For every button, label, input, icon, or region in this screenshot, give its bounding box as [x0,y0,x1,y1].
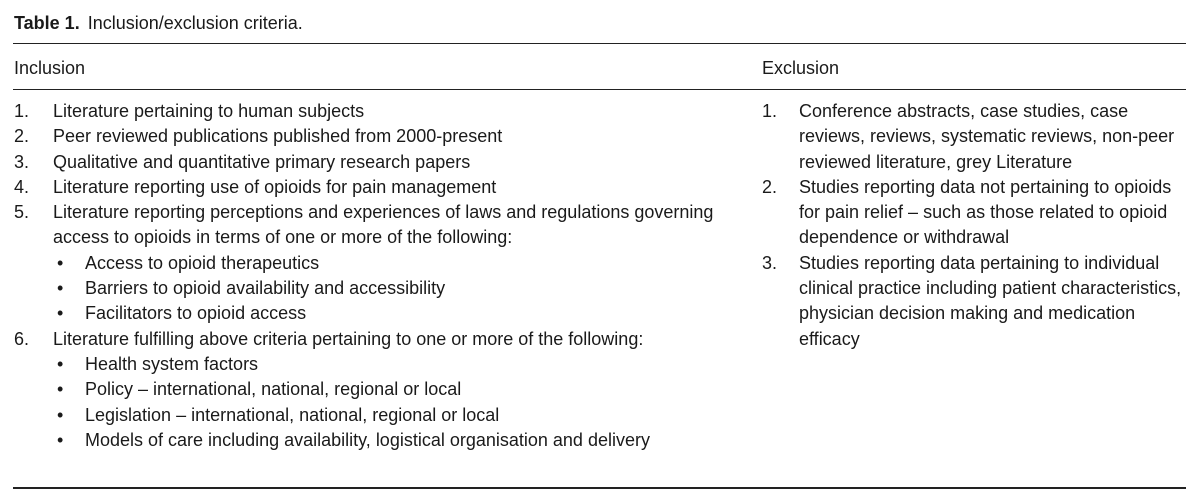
sub-list-item [53,352,734,377]
exclusion-item [762,251,1187,352]
item-number: 5. [14,202,30,223]
top-rule [13,43,1186,44]
sub-list [53,251,734,327]
sub-item-text: Models of care including availability, logistical organisation and delivery [85,429,650,450]
bullet-icon: • [57,303,64,324]
exclusion-column-header: Exclusion [762,58,840,78]
sub-item-text: Access to opioid therapeutics [85,252,320,273]
sub-item-text: Facilitators to opioid access [85,303,307,324]
item-text: Studies reporting data pertaining to individual clinical practice including patient characteristics, physician decision making and medication efficacy [799,252,1182,349]
inclusion-item [14,124,734,149]
inclusion-item [14,150,734,175]
inclusion-item [14,327,734,453]
sub-list-item [53,403,734,428]
sub-item-text: Barriers to opioid availability and accessibility [85,278,446,299]
inclusion-item [14,175,734,200]
table-label: Table 1. [14,13,80,33]
bullet-icon: • [57,404,64,425]
bullet-icon: • [57,252,64,273]
item-text: Literature reporting perceptions and experiences of laws and regulations governing access to opioids in terms of one or more of the following: [53,202,714,248]
item-number: 2. [762,176,778,197]
item-text: Qualitative and quantitative primary research papers [53,151,471,172]
exclusion-item [762,175,1187,251]
item-number: 2. [14,126,30,147]
item-text: Literature pertaining to human subjects [53,101,365,121]
sub-list-item [53,428,734,453]
header-rule [13,89,1186,90]
sub-item-text: Legislation – international, national, regional or local [85,404,500,425]
exclusion-item [762,99,1187,175]
sub-item-text: Policy – international, national, regional or local [85,379,462,400]
exclusion-list [762,99,1187,352]
inclusion-item [14,200,734,326]
item-text: Literature fulfilling above criteria pertaining to one or more of the following: [53,328,644,349]
sub-item-text: Health system factors [85,353,259,374]
bullet-icon: • [57,379,64,400]
bottom-rule [13,487,1186,489]
sub-list-item [53,251,734,276]
item-text: Literature reporting use of opioids for pain management [53,176,497,197]
item-text: Studies reporting data not pertaining to opioids for pain relief – such as those related to opioid dependence or withdrawal [799,176,1172,248]
item-number: 3. [14,151,30,172]
bullet-icon: • [57,353,64,374]
item-text: Peer reviewed publications published from 2000-present [53,126,503,147]
inclusion-column-header: Inclusion [14,58,86,78]
inclusion-list [14,99,734,453]
item-number: 6. [14,328,30,349]
sub-list-item [53,301,734,326]
sub-list-item [53,377,734,402]
item-number: 3. [762,252,778,273]
inclusion-item [14,99,734,124]
item-number: 4. [14,176,30,197]
sub-list-item [53,276,734,301]
sub-list [53,352,734,453]
bullet-icon: • [57,278,64,299]
item-number: 1. [14,101,30,121]
item-number: 1. [762,101,778,121]
table-caption [14,11,303,35]
item-text: Conference abstracts, case studies, case reviews, reviews, systematic reviews, non-peer reviewed literature, grey Literature [799,101,1175,172]
bullet-icon: • [57,429,64,450]
table-title: Inclusion/exclusion criteria. [87,13,303,33]
